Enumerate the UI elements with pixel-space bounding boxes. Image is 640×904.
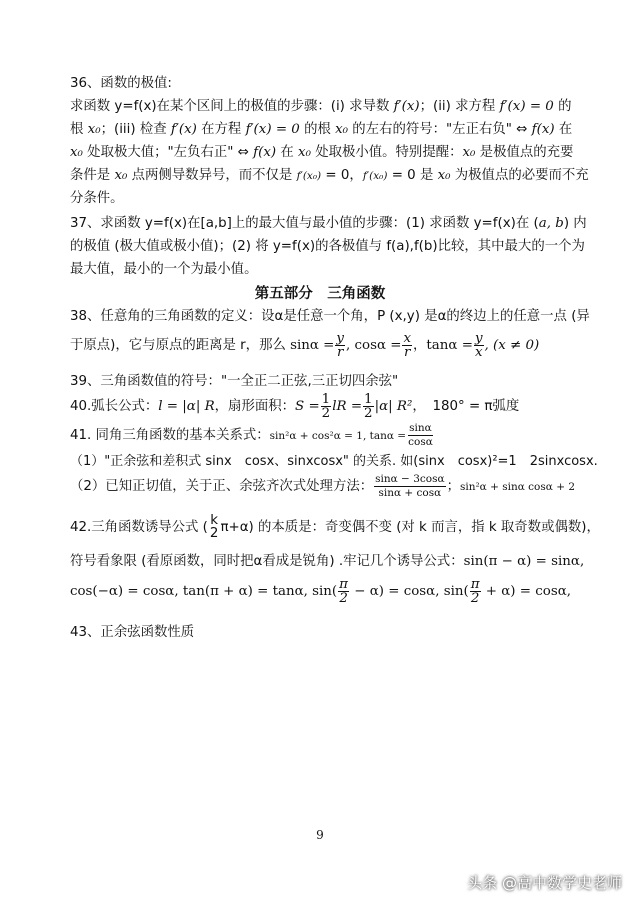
item41-line1: 41. 同角三角函数的基本关系式：sin²α + cos²α = 1, tanα = $\frac{\sin\alpha}{\cos\alpha}$ (70, 421, 433, 448)
item42-line3: cos(−α) = cosα, tan(π + α) = tanα, sin( $\frac{\pi}{2}$ − α) = cosα, sin( $\frac{\pi}{2}$ + α) = cosα, (70, 576, 571, 606)
frac-sin-over-cos: $\frac{\sin\alpha}{\cos\alpha}$ (408, 421, 433, 448)
item36-line5: 分条件。 (70, 191, 124, 206)
frac-one-half-b: $\frac{1}{2}$ (364, 391, 373, 421)
frac-y-over-r: $\frac{y}{r}$ (336, 330, 344, 360)
item42-line1: 42.三角函数诱导公式 ( k 2 π+α) 的本质是：奇变偶不变 (对 k 而言，指 k 取奇数或偶数)， (70, 513, 600, 541)
item42-line2: 符号看象限 (看原函数，同时把α看成是锐角) .牢记几个诱导公式：sin(π − α) = sinα, (70, 554, 585, 569)
item40-line: 40.弧长公式：l = |α| R，扇形面积：S = $\frac{1}{2}$ lR = $\frac{1}{2}$ |α| R²， 180° = π弧度 (70, 391, 520, 421)
item39-line1: 39、三角函数值的符号："一全正二正弦,三正切四余弦" (70, 374, 399, 389)
frac-y-over-x: $\frac{y}{x}$ (474, 330, 483, 360)
frac-pi-over-2-b: $\frac{\pi}{2}$ (470, 576, 480, 606)
frac-k-over-2: k 2 (209, 513, 219, 541)
item36-line4: 条件是 x₀ 点两侧导数异号，而不仅是 f′(x₀) = 0，f′(x₀) = 0 是 x₀ 为极值点的必要而不充 (70, 168, 589, 183)
item43-line1: 43、正余弦函数性质 (70, 625, 195, 640)
watermark: 头条 @高中数学史老师 (467, 874, 622, 892)
item36-line3: x₀ 处取极大值；"左负右正" ⇔ f(x) 在 x₀ 处取极小值。特别提醒：x₀ 是极值点的充要 (70, 145, 574, 160)
item37-line2: 的极值 (极大值或极小值)；(2) 将 y=f(x)的各极值与 f(a),f(b)比较，其中最大的一个为 (70, 239, 585, 254)
frac-pi-over-2-a: $\frac{\pi}{2}$ (339, 576, 348, 606)
item36-title: 36、函数的极值: (70, 76, 172, 91)
frac-homogeneous: $\frac{\sin\alpha - 3\cos\alpha}{\sin\alpha + \cos\alpha}$ (375, 472, 445, 499)
item36-line2: 根 x₀；(iii) 检查 f′(x) 在方程 f′(x) = 0 的根 x₀ 的左右的符号："左正右负" ⇔ f(x) 在 (70, 122, 573, 137)
item36-line1: 求函数 y=f(x)在某个区间上的极值的步骤：(i) 求导数 f′(x)；(ii) 求方程 f′(x) = 0 的 (70, 99, 572, 114)
section-heading: 第五部分 三角函数 (254, 286, 386, 302)
item37-line3: 最大值，最小的一个为最小值。 (70, 262, 258, 277)
item41-line2: （1）"正余弦和差积式 sinx cosx、sinxcosx" 的关系. 如(sinx cosx)²=1 2sinxcosx. (70, 454, 598, 469)
frac-one-half-a: $\frac{1}{2}$ (321, 391, 331, 421)
page-number: 9 (316, 828, 324, 842)
frac-x-over-r: $\frac{x}{r}$ (403, 330, 412, 360)
item38-line2: 于原点)，它与原点的距离是 r，那么 sinα = $\frac{y}{r}$ , cosα = $\frac{x}{r}$ ，tanα = $\frac{y}{x}$ , (x ≠ 0) (70, 330, 540, 360)
item37-line1: 37、求函数 y=f(x)在[a,b]上的最大值与最小值的步骤：(1) 求函数 y=f(x)在 (a, b) 内 (70, 216, 587, 231)
item41-line3: （2）已知正切值，关于正、余弦齐次式处理方法： $\frac{\sin\alpha - 3\cos\alpha}{\sin\alpha + \cos\alpha}$ ；sin²α + sinα cosα + 2 (70, 472, 576, 499)
item38-line1: 38、任意角的三角函数的定义：设α是任意一个角，P (x,y) 是α的终边上的任意一点 (异 (70, 309, 590, 324)
